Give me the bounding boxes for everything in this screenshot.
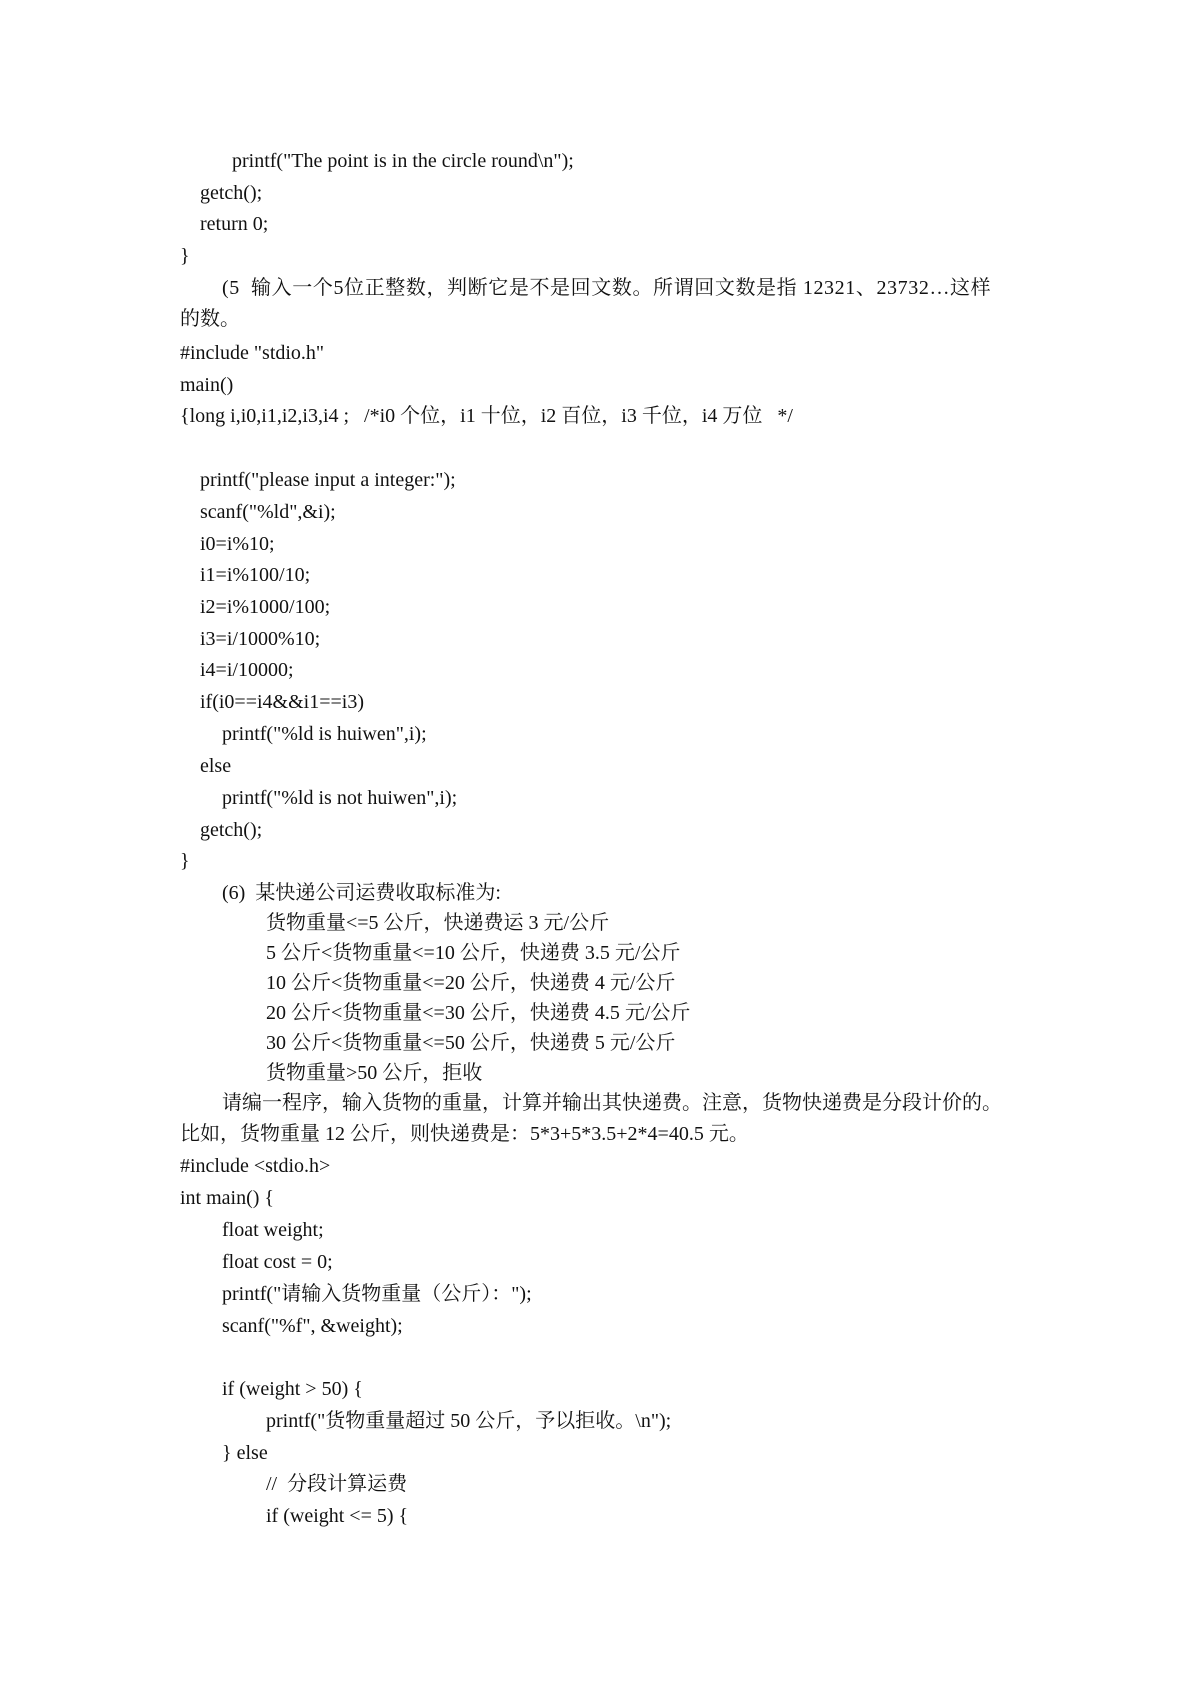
code-line: } else	[222, 1442, 268, 1464]
problem-statement: (6) 某快递公司运费收取标准为:	[222, 882, 501, 904]
code-line: }	[180, 245, 190, 267]
rate-rule: 20 公斤<货物重量<=30 公斤，快递费 4.5 元/公斤	[266, 1002, 691, 1024]
code-line: printf("please input a integer:");	[200, 469, 456, 491]
code-line: }	[180, 850, 190, 872]
rate-rule: 货物重量>50 公斤，拒收	[266, 1062, 483, 1084]
code-comment: // 分段计算运费	[266, 1473, 408, 1495]
code-line: printf("请输入货物重量（公斤）：");	[222, 1283, 532, 1305]
code-line: scanf("%ld",&i);	[200, 501, 336, 523]
rate-rule: 30 公斤<货物重量<=50 公斤，快递费 5 元/公斤	[266, 1032, 676, 1054]
code-line: return 0;	[200, 213, 269, 235]
problem-statement: 请编一程序，输入货物的重量，计算并输出其快递费。注意，货物快递费是分段计价的。	[222, 1092, 1002, 1114]
code-line: #include <stdio.h>	[180, 1155, 331, 1177]
code-line: int main() {	[180, 1187, 275, 1209]
code-line: printf("The point is in the circle round\n");	[232, 150, 574, 172]
code-line: printf("%ld is huiwen",i);	[222, 723, 427, 745]
code-line: i3=i/1000%10;	[200, 628, 321, 650]
problem-statement: 比如，货物重量 12 公斤，则快递费是：5*3+5*3.5+2*4=40.5 元。	[180, 1123, 749, 1145]
code-line: getch();	[200, 819, 263, 841]
code-line: else	[200, 755, 232, 777]
code-line: printf("货物重量超过 50 公斤，予以拒收。\n");	[266, 1410, 672, 1432]
code-line: i1=i%100/10;	[200, 564, 311, 586]
rate-rule: 10 公斤<货物重量<=20 公斤，快递费 4 元/公斤	[266, 972, 676, 994]
problem-statement: 的数。	[180, 308, 240, 330]
rate-rule: 5 公斤<货物重量<=10 公斤，快递费 3.5 元/公斤	[266, 942, 681, 964]
code-line: printf("%ld is not huiwen",i);	[222, 787, 458, 809]
code-line: float cost = 0;	[222, 1251, 333, 1273]
rate-rule: 货物重量<=5 公斤，快递费运 3 元/公斤	[266, 912, 610, 934]
code-line: {long i,i0,i1,i2,i3,i4 ; /*i0 个位，i1 十位，i2 百位，i3 千位，i4 万位 */	[180, 405, 793, 427]
code-line: if (weight > 50) {	[222, 1378, 363, 1400]
code-line: i2=i%1000/100;	[200, 596, 331, 618]
code-line: main()	[180, 374, 234, 396]
code-line: if(i0==i4&&i1==i3)	[200, 691, 364, 713]
code-line: i4=i/10000;	[200, 659, 294, 681]
problem-statement: (5 输入一个5位正整数，判断它是不是回文数。所谓回文数是指 12321、23732…这样	[222, 277, 992, 299]
code-line: if (weight <= 5) {	[266, 1505, 409, 1527]
code-line: #include "stdio.h"	[180, 342, 325, 364]
code-line: getch();	[200, 182, 263, 204]
code-line: float weight;	[222, 1219, 324, 1241]
code-line: scanf("%f", &weight);	[222, 1315, 403, 1337]
code-line: i0=i%10;	[200, 533, 275, 555]
